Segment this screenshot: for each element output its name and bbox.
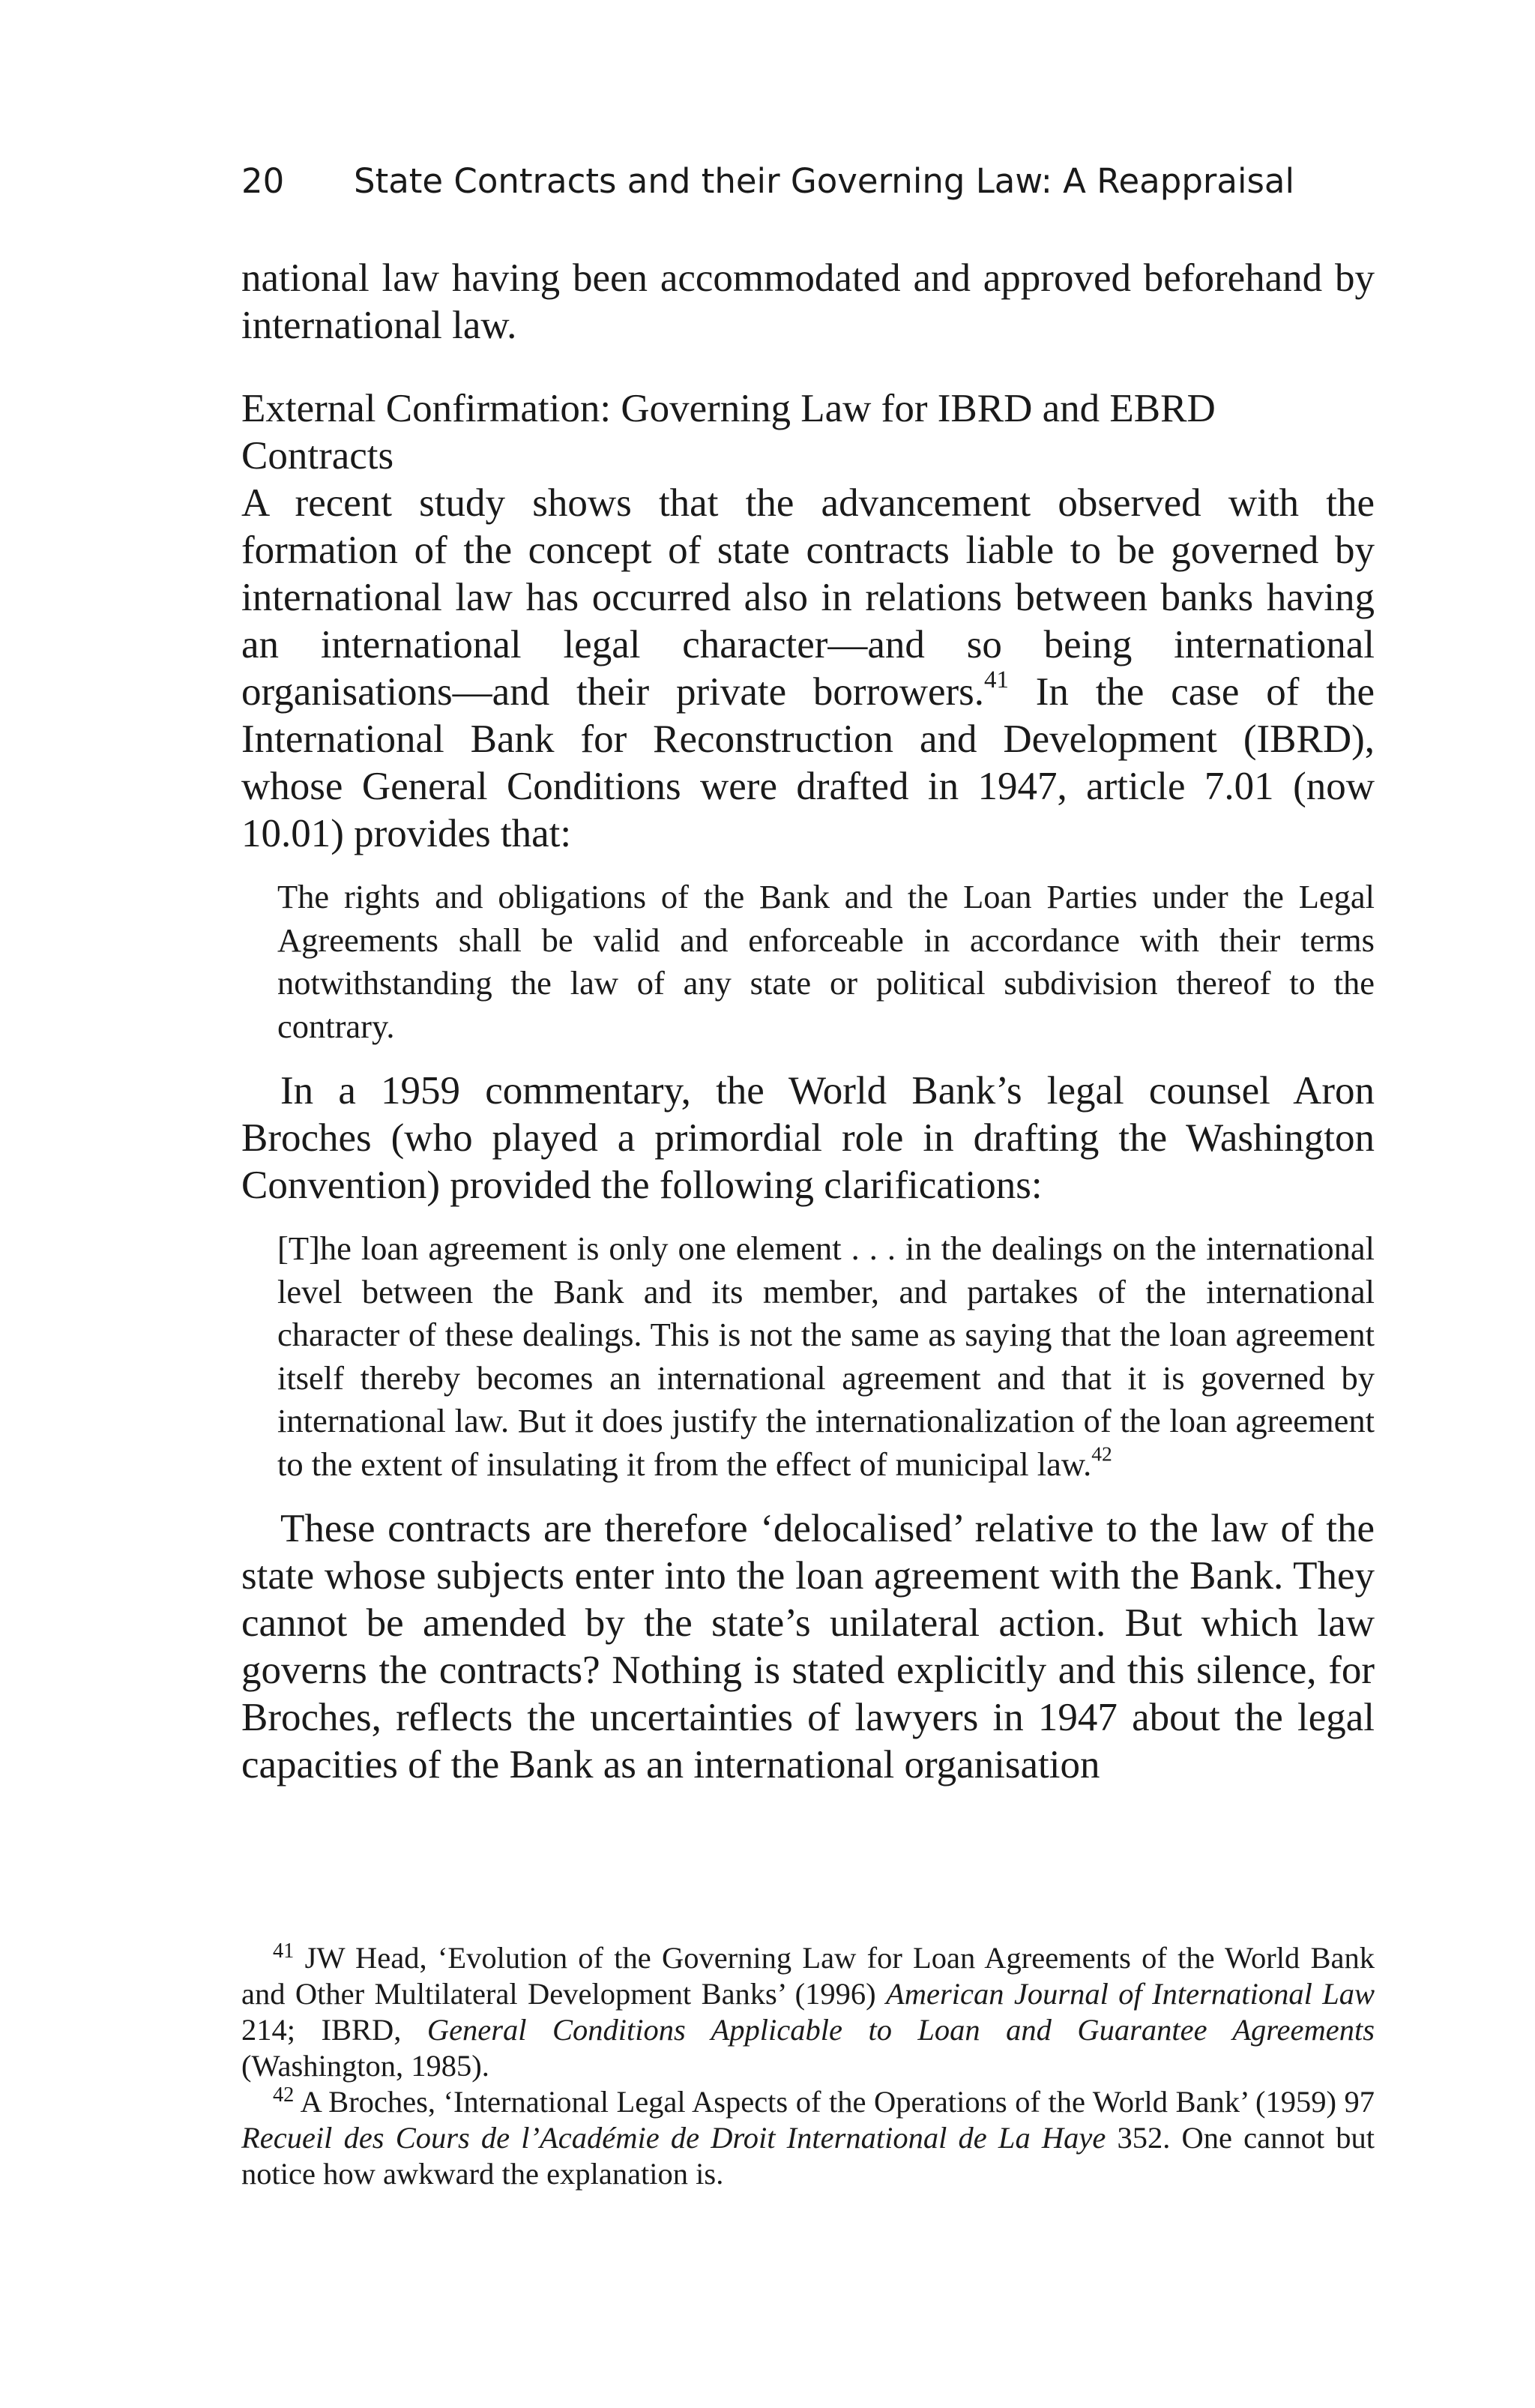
main-text bbox=[241, 255, 1375, 1789]
block-quote-article: The rights and obligations of the Bank and the Loan Parties under the Legal Agreements shall be valid and enforceable in accordance with their terms notwithstanding the law of any state or political subdivision thereof to the contrary. bbox=[277, 878, 1375, 1045]
page-number: 20 bbox=[241, 161, 285, 201]
footnote-marker: 42 bbox=[273, 2083, 295, 2107]
quote-text: [T]he loan agreement is only one element . . . in the dealings on the international level between the Bank and its member, and partakes of the international character of these dealings. This is not the same as saying that the loan agreement itself thereby becomes an international agreement and that it is governed by international law. But it does justify the internationalization of the loan agreement to the extent of insulating it from the effect of municipal law. bbox=[277, 1229, 1375, 1483]
running-title: State Contracts and their Governing Law: A Reappraisal bbox=[354, 161, 1294, 201]
paragraph-text: A recent study shows that the advancement observed with the formation of the concept of state contracts liable to be governed by international law has occurred also in relations between banks having an international legal character—and so being international organisations—and their private borrowers. bbox=[241, 481, 1375, 714]
footnote-text: 214; IBRD, bbox=[241, 2013, 427, 2047]
document-title: General Conditions Applicable to Loan and Guarantee Agreements bbox=[426, 2013, 1375, 2047]
block-quote-broches bbox=[277, 1227, 1375, 1486]
paragraph-text: In the case of the International Bank for Reconstruction and Development (IBRD), whose General Conditions were drafted in 1947, article 7.01 (now 10.01) provides that: bbox=[241, 670, 1375, 855]
footnote-ref-41: 41 bbox=[984, 666, 1009, 693]
footnote-text: (Washington, 1985). bbox=[241, 2049, 489, 2083]
footnote-ref-42: 42 bbox=[1091, 1442, 1112, 1466]
continued-paragraph: national law having been accommodated and approved beforehand by international law. bbox=[241, 256, 1375, 347]
footnote-text: A Broches, ‘International Legal Aspects of the Operations of the World Bank’ (1959) 97 bbox=[294, 2085, 1375, 2119]
footnotes bbox=[241, 1940, 1375, 2192]
footnote-42 bbox=[241, 2084, 1375, 2192]
running-head bbox=[241, 159, 1375, 204]
footnote-41 bbox=[241, 1940, 1375, 2084]
footnote-text: 352. One cannot but notice how awkward the explanation is. bbox=[241, 2121, 1375, 2191]
paragraph-ibrd-study bbox=[241, 480, 1375, 858]
footnote-marker: 41 bbox=[273, 1939, 295, 1963]
journal-title: American Journal of International Law bbox=[886, 1977, 1375, 2011]
paragraph-broches: In a 1959 commentary, the World Bank’s legal counsel Aron Broches (who played a primordial role in drafting the Washington Convention) provided the following clarifications: bbox=[241, 1069, 1375, 1207]
paragraph-delocalised: These contracts are therefore ‘delocalised’ relative to the law of the state whose subjects enter into the loan agreement with the Bank. They cannot be amended by the state’s unilateral action. But which law governs the contracts? Nothing is stated explicitly and this silence, for Broches, reflects the uncertainties of lawyers in 1947 about the legal capacities of the Bank as an international organisation bbox=[241, 1507, 1375, 1787]
section-heading: External Confirmation: Governing Law for IBRD and EBRD Contracts bbox=[241, 387, 1216, 478]
journal-title: Recueil des Cours de l’Académie de Droit International de La Haye bbox=[241, 2121, 1106, 2155]
footnote-text: JW Head, ‘Evolution of the Governing Law for Loan Agreements of the World Bank and Other Multilateral Development Banks’ (1996) bbox=[241, 1941, 1375, 2011]
